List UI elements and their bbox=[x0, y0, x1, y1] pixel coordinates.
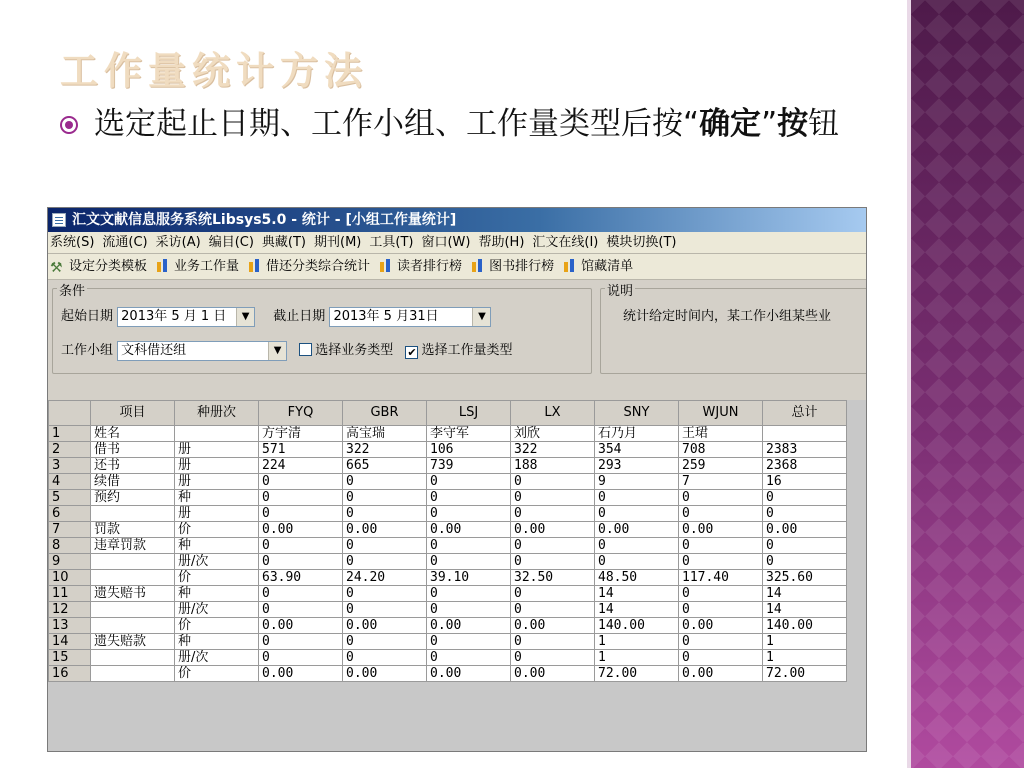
table-cell[interactable]: 还书 bbox=[91, 458, 175, 474]
table-cell[interactable]: 0 bbox=[511, 554, 595, 570]
table-row[interactable] bbox=[49, 522, 847, 538]
table-cell[interactable] bbox=[91, 666, 175, 682]
business-type-label: 选择业务类型 bbox=[315, 343, 394, 358]
table-cell[interactable]: 0 bbox=[679, 490, 763, 506]
table-cell[interactable]: 9 bbox=[595, 474, 679, 490]
table-cell[interactable]: 0 bbox=[511, 602, 595, 618]
column-header[interactable]: LSJ bbox=[427, 401, 511, 426]
business-type-checkbox[interactable] bbox=[299, 343, 312, 356]
table-cell[interactable]: 0.00 bbox=[343, 522, 427, 538]
table-cell[interactable]: 0.00 bbox=[763, 522, 847, 538]
table-cell[interactable]: 0 bbox=[679, 586, 763, 602]
table-cell[interactable]: 0.00 bbox=[259, 666, 343, 682]
table-cell[interactable]: 0.00 bbox=[511, 522, 595, 538]
table-cell[interactable]: 0 bbox=[259, 586, 343, 602]
workload-grid-area bbox=[48, 400, 867, 752]
table-cell[interactable]: 罚款 bbox=[91, 522, 175, 538]
work-group-value: 文科借还组 bbox=[121, 342, 187, 358]
table-cell[interactable]: 0 bbox=[343, 634, 427, 650]
column-header[interactable] bbox=[49, 401, 91, 426]
table-cell[interactable]: 刘欣 bbox=[511, 426, 595, 442]
table-cell[interactable]: 325.60 bbox=[763, 570, 847, 586]
table-cell[interactable]: 739 bbox=[427, 458, 511, 474]
table-cell[interactable]: 224 bbox=[259, 458, 343, 474]
table-row[interactable] bbox=[49, 602, 847, 618]
table-cell[interactable]: 0 bbox=[763, 490, 847, 506]
table-cell[interactable]: 0 bbox=[343, 474, 427, 490]
table-cell[interactable]: 0 bbox=[679, 538, 763, 554]
table-cell[interactable]: 0 bbox=[259, 602, 343, 618]
table-cell[interactable]: 册/次 bbox=[175, 650, 259, 666]
table-cell[interactable]: 0 bbox=[259, 650, 343, 666]
column-header[interactable]: FYQ bbox=[259, 401, 343, 426]
note-group bbox=[600, 284, 867, 374]
menu-item[interactable]: 汇文在线(I) bbox=[532, 235, 599, 250]
table-cell[interactable]: 0 bbox=[595, 506, 679, 522]
chevron-down-icon[interactable]: ▼ bbox=[236, 308, 254, 326]
table-cell[interactable]: 117.40 bbox=[679, 570, 763, 586]
conditions-group bbox=[52, 284, 592, 374]
row-number[interactable]: 12 bbox=[49, 602, 91, 618]
table-cell[interactable]: 预约 bbox=[91, 490, 175, 506]
table-cell[interactable] bbox=[175, 426, 259, 442]
table-cell[interactable]: 种 bbox=[175, 538, 259, 554]
table-cell[interactable]: 1 bbox=[595, 650, 679, 666]
table-cell[interactable]: 0 bbox=[259, 538, 343, 554]
table-cell[interactable]: 0 bbox=[427, 650, 511, 666]
table-cell[interactable]: 0 bbox=[343, 650, 427, 666]
table-row[interactable] bbox=[49, 426, 847, 442]
table-cell[interactable]: 0 bbox=[679, 650, 763, 666]
table-row[interactable] bbox=[49, 474, 847, 490]
bar-chart-icon bbox=[562, 258, 578, 272]
table-cell[interactable]: 借书 bbox=[91, 442, 175, 458]
row-number[interactable]: 9 bbox=[49, 554, 91, 570]
table-cell[interactable]: 0 bbox=[343, 602, 427, 618]
table-cell[interactable]: 册 bbox=[175, 506, 259, 522]
row-number[interactable]: 4 bbox=[49, 474, 91, 490]
table-cell[interactable]: 0 bbox=[343, 538, 427, 554]
table-cell[interactable]: 0 bbox=[511, 586, 595, 602]
table-cell[interactable]: 0.00 bbox=[511, 666, 595, 682]
table-cell[interactable]: 0 bbox=[595, 554, 679, 570]
column-header[interactable]: GBR bbox=[343, 401, 427, 426]
table-row[interactable] bbox=[49, 554, 847, 570]
toolbar-button[interactable] bbox=[470, 254, 554, 280]
table-cell[interactable]: 0 bbox=[259, 474, 343, 490]
table-row[interactable] bbox=[49, 618, 847, 634]
menu-item[interactable]: 窗口(W) bbox=[421, 235, 471, 250]
table-cell[interactable]: 0 bbox=[679, 554, 763, 570]
table-header-row bbox=[49, 401, 847, 426]
table-cell[interactable] bbox=[91, 554, 175, 570]
conditions-legend: 条件 bbox=[57, 280, 87, 299]
table-cell[interactable]: 册/次 bbox=[175, 602, 259, 618]
table-cell[interactable]: 48.50 bbox=[595, 570, 679, 586]
table-cell[interactable]: 39.10 bbox=[427, 570, 511, 586]
table-cell[interactable] bbox=[91, 602, 175, 618]
table-cell[interactable]: 63.90 bbox=[259, 570, 343, 586]
column-header[interactable]: 总计 bbox=[763, 401, 847, 426]
table-cell[interactable]: 0 bbox=[511, 650, 595, 666]
row-number[interactable]: 13 bbox=[49, 618, 91, 634]
table-cell[interactable]: 188 bbox=[511, 458, 595, 474]
toolbar-button[interactable] bbox=[562, 254, 633, 280]
column-header[interactable]: WJUN bbox=[679, 401, 763, 426]
bar-chart-icon bbox=[470, 258, 486, 272]
start-date-value: 2013年 5 月 1 日 bbox=[121, 308, 227, 324]
table-row[interactable] bbox=[49, 570, 847, 586]
table-cell[interactable]: 0.00 bbox=[427, 618, 511, 634]
work-group-label: 工作小组 bbox=[61, 343, 114, 358]
toolbar-button[interactable] bbox=[247, 254, 370, 280]
table-cell[interactable]: 1 bbox=[595, 634, 679, 650]
table-cell[interactable]: 价 bbox=[175, 666, 259, 682]
row-number[interactable]: 11 bbox=[49, 586, 91, 602]
row-number[interactable]: 10 bbox=[49, 570, 91, 586]
workload-table bbox=[48, 400, 847, 682]
table-cell[interactable]: 0 bbox=[511, 490, 595, 506]
table-cell[interactable]: 册/次 bbox=[175, 554, 259, 570]
table-cell[interactable]: 72.00 bbox=[595, 666, 679, 682]
table-row[interactable] bbox=[49, 650, 847, 666]
app-icon bbox=[52, 213, 66, 227]
table-cell[interactable]: 续借 bbox=[91, 474, 175, 490]
table-cell[interactable]: 106 bbox=[427, 442, 511, 458]
table-cell[interactable]: 价 bbox=[175, 522, 259, 538]
menu-item[interactable]: 系统(S) bbox=[50, 235, 95, 250]
table-cell[interactable]: 0 bbox=[595, 490, 679, 506]
table-cell[interactable]: 0 bbox=[511, 538, 595, 554]
start-date-label: 起始日期 bbox=[61, 309, 114, 324]
row-number[interactable]: 5 bbox=[49, 490, 91, 506]
table-cell[interactable]: 王珺 bbox=[679, 426, 763, 442]
toolbar-button-label: 设定分类模板 bbox=[69, 259, 148, 274]
table-cell[interactable] bbox=[91, 570, 175, 586]
group-row bbox=[61, 339, 512, 361]
row-number[interactable]: 15 bbox=[49, 650, 91, 666]
table-cell[interactable]: 0.00 bbox=[595, 522, 679, 538]
table-cell[interactable]: 0 bbox=[259, 634, 343, 650]
column-header[interactable]: 种册次 bbox=[175, 401, 259, 426]
table-cell[interactable]: 0 bbox=[427, 506, 511, 522]
table-cell[interactable]: 0 bbox=[763, 554, 847, 570]
table-cell[interactable]: 0 bbox=[427, 474, 511, 490]
table-row[interactable] bbox=[49, 490, 847, 506]
table-cell[interactable]: 姓名 bbox=[91, 426, 175, 442]
table-cell[interactable] bbox=[91, 618, 175, 634]
table-cell[interactable]: 24.20 bbox=[343, 570, 427, 586]
table-cell[interactable]: 0.00 bbox=[511, 618, 595, 634]
table-cell[interactable]: 322 bbox=[343, 442, 427, 458]
table-cell[interactable]: 0 bbox=[511, 634, 595, 650]
table-cell[interactable]: 册 bbox=[175, 458, 259, 474]
table-cell[interactable]: 0 bbox=[427, 538, 511, 554]
end-date-value: 2013年 5 月31日 bbox=[333, 308, 439, 324]
row-number[interactable]: 14 bbox=[49, 634, 91, 650]
tool-icon: ⚒ bbox=[50, 260, 63, 276]
note-legend: 说明 bbox=[605, 280, 635, 299]
table-row[interactable] bbox=[49, 506, 847, 522]
menu-item[interactable]: 模块切换(T) bbox=[606, 235, 677, 250]
table-cell[interactable]: 0 bbox=[259, 490, 343, 506]
table-cell[interactable]: 0.00 bbox=[343, 618, 427, 634]
table-cell[interactable]: 0 bbox=[259, 506, 343, 522]
table-cell[interactable]: 140.00 bbox=[595, 618, 679, 634]
table-cell[interactable]: 0.00 bbox=[259, 618, 343, 634]
conditions-panel bbox=[48, 280, 866, 380]
table-cell[interactable]: 0 bbox=[679, 602, 763, 618]
menu-item[interactable]: 工具(T) bbox=[369, 235, 414, 250]
column-header[interactable]: 项目 bbox=[91, 401, 175, 426]
work-group-select[interactable] bbox=[117, 341, 287, 361]
table-cell[interactable]: 石乃月 bbox=[595, 426, 679, 442]
row-number[interactable]: 1 bbox=[49, 426, 91, 442]
table-cell[interactable]: 665 bbox=[343, 458, 427, 474]
table-row[interactable] bbox=[49, 538, 847, 554]
menu-item[interactable]: 采访(A) bbox=[155, 235, 201, 250]
table-cell[interactable]: 0 bbox=[595, 538, 679, 554]
chevron-down-icon[interactable]: ▼ bbox=[268, 342, 286, 360]
table-cell[interactable]: 0 bbox=[679, 506, 763, 522]
bullet-text: 选定起止日期、工作小组、工作量类型后按“确定”按钮 bbox=[94, 106, 840, 142]
menubar bbox=[48, 232, 866, 254]
table-cell[interactable]: 0.00 bbox=[427, 666, 511, 682]
slide-title: 工作量统计方法 bbox=[60, 49, 369, 93]
table-cell[interactable]: 16 bbox=[763, 474, 847, 490]
table-cell[interactable]: 李守军 bbox=[427, 426, 511, 442]
table-cell[interactable]: 0 bbox=[343, 506, 427, 522]
menu-item[interactable]: 帮助(H) bbox=[478, 235, 525, 250]
table-cell[interactable]: 0 bbox=[259, 554, 343, 570]
row-number[interactable]: 6 bbox=[49, 506, 91, 522]
table-cell[interactable]: 价 bbox=[175, 618, 259, 634]
column-header[interactable]: SNY bbox=[595, 401, 679, 426]
workload-type-checkbox[interactable]: ✔ bbox=[407, 346, 417, 359]
table-cell[interactable]: 种 bbox=[175, 490, 259, 506]
table-cell[interactable]: 0.00 bbox=[343, 666, 427, 682]
toolbar-button-label: 图书排行榜 bbox=[489, 259, 555, 274]
table-cell[interactable]: 0 bbox=[343, 586, 427, 602]
table-cell[interactable]: 1 bbox=[763, 650, 847, 666]
table-row[interactable] bbox=[49, 634, 847, 650]
table-cell[interactable]: 0 bbox=[427, 634, 511, 650]
table-cell[interactable]: 0 bbox=[427, 490, 511, 506]
menu-item[interactable]: 典藏(T) bbox=[261, 235, 307, 250]
column-header[interactable]: LX bbox=[511, 401, 595, 426]
table-cell[interactable] bbox=[91, 506, 175, 522]
table-cell[interactable]: 0 bbox=[343, 490, 427, 506]
table-cell[interactable]: 7 bbox=[679, 474, 763, 490]
table-cell[interactable]: 0 bbox=[679, 634, 763, 650]
end-date-label: 截止日期 bbox=[273, 309, 326, 324]
row-number[interactable]: 16 bbox=[49, 666, 91, 682]
table-cell[interactable] bbox=[763, 426, 847, 442]
row-number[interactable]: 3 bbox=[49, 458, 91, 474]
table-cell[interactable]: 册 bbox=[175, 442, 259, 458]
table-cell[interactable]: 0.00 bbox=[679, 666, 763, 682]
menu-item[interactable]: 编目(C) bbox=[208, 235, 254, 250]
table-row[interactable] bbox=[49, 586, 847, 602]
table-cell[interactable]: 0 bbox=[763, 538, 847, 554]
table-cell[interactable]: 2368 bbox=[763, 458, 847, 474]
toolbar bbox=[48, 254, 866, 280]
table-cell[interactable]: 遗失赔书 bbox=[91, 586, 175, 602]
app-window-screenshot bbox=[47, 207, 867, 752]
toolbar-button[interactable] bbox=[378, 254, 462, 280]
table-cell[interactable]: 140.00 bbox=[763, 618, 847, 634]
table-cell[interactable]: 价 bbox=[175, 570, 259, 586]
window-titlebar bbox=[48, 208, 866, 232]
table-cell[interactable]: 违章罚款 bbox=[91, 538, 175, 554]
toolbar-button-label: 借还分类综合统计 bbox=[266, 259, 371, 274]
table-cell[interactable]: 0 bbox=[427, 554, 511, 570]
table-cell[interactable]: 0.00 bbox=[679, 618, 763, 634]
table-cell[interactable]: 0 bbox=[511, 474, 595, 490]
bar-chart-icon bbox=[247, 258, 263, 272]
table-cell[interactable]: 322 bbox=[511, 442, 595, 458]
table-row[interactable] bbox=[49, 458, 847, 474]
toolbar-button-label: 馆藏清单 bbox=[581, 259, 634, 274]
bullet-circle-icon bbox=[60, 116, 78, 134]
table-cell[interactable]: 0.00 bbox=[679, 522, 763, 538]
row-number[interactable]: 8 bbox=[49, 538, 91, 554]
table-cell[interactable]: 293 bbox=[595, 458, 679, 474]
table-cell[interactable]: 0 bbox=[511, 506, 595, 522]
table-cell[interactable]: 14 bbox=[595, 602, 679, 618]
table-cell[interactable]: 14 bbox=[763, 586, 847, 602]
table-cell[interactable]: 0 bbox=[427, 586, 511, 602]
table-cell[interactable]: 方宇清 bbox=[259, 426, 343, 442]
table-cell[interactable]: 0.00 bbox=[427, 522, 511, 538]
table-cell[interactable]: 种 bbox=[175, 586, 259, 602]
toolbar-button[interactable] bbox=[155, 254, 239, 280]
table-cell[interactable]: 14 bbox=[595, 586, 679, 602]
table-cell[interactable]: 1 bbox=[763, 634, 847, 650]
table-cell[interactable]: 72.00 bbox=[763, 666, 847, 682]
date-row bbox=[61, 305, 491, 327]
table-cell[interactable]: 0 bbox=[763, 506, 847, 522]
chevron-down-icon[interactable]: ▼ bbox=[472, 308, 490, 326]
row-number[interactable]: 7 bbox=[49, 522, 91, 538]
table-cell[interactable]: 354 bbox=[595, 442, 679, 458]
table-cell[interactable] bbox=[91, 650, 175, 666]
start-date-picker[interactable] bbox=[117, 307, 255, 327]
table-cell[interactable]: 遗失赔款 bbox=[91, 634, 175, 650]
table-cell[interactable]: 高宝瑞 bbox=[343, 426, 427, 442]
toolbar-button-label: 读者排行榜 bbox=[397, 259, 463, 274]
slide-decorative-band bbox=[911, 0, 1024, 768]
note-text: 统计给定时间内，某工作小组某些业 bbox=[623, 309, 832, 324]
table-cell[interactable]: 2383 bbox=[763, 442, 847, 458]
end-date-picker[interactable] bbox=[329, 307, 491, 327]
menu-item[interactable]: 流通(C) bbox=[102, 235, 148, 250]
window-title: 汇文文献信息服务系统Libsys5.0 - 统计 - [小组工作量统计] bbox=[72, 212, 457, 228]
table-cell[interactable]: 14 bbox=[763, 602, 847, 618]
table-row[interactable] bbox=[49, 442, 847, 458]
menu-item[interactable]: 期刊(M) bbox=[314, 235, 362, 250]
row-number[interactable]: 2 bbox=[49, 442, 91, 458]
table-cell[interactable]: 种 bbox=[175, 634, 259, 650]
table-cell[interactable]: 571 bbox=[259, 442, 343, 458]
toolbar-button-label: 业务工作量 bbox=[174, 259, 240, 274]
bar-chart-icon bbox=[155, 258, 171, 272]
table-cell[interactable]: 32.50 bbox=[511, 570, 595, 586]
workload-type-label: 选择工作量类型 bbox=[421, 343, 513, 358]
table-cell[interactable]: 259 bbox=[679, 458, 763, 474]
table-cell[interactable]: 708 bbox=[679, 442, 763, 458]
table-cell[interactable]: 0.00 bbox=[259, 522, 343, 538]
bar-chart-icon bbox=[378, 258, 394, 272]
table-row[interactable] bbox=[49, 666, 847, 682]
table-cell[interactable]: 0 bbox=[427, 602, 511, 618]
toolbar-button[interactable] bbox=[50, 254, 147, 280]
table-cell[interactable]: 册 bbox=[175, 474, 259, 490]
table-cell[interactable]: 0 bbox=[343, 554, 427, 570]
